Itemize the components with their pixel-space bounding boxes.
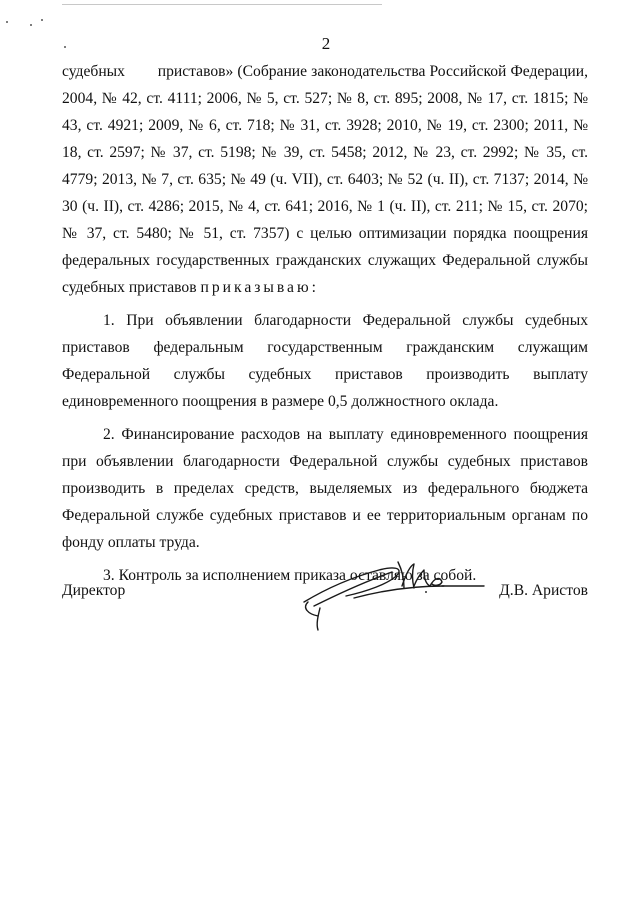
scan-speck bbox=[41, 19, 43, 21]
scan-speck bbox=[6, 21, 8, 23]
signatory-title: Директор bbox=[62, 582, 126, 599]
order-item-2: 2. Финансирование расходов на выплату единовременного поощрения при объявлении благодарности Федеральной службы судебных приставов производить в пределах средств, выделяемых из федерального бюджета Федеральной службе судебных приставов и ее территориальным органам по фонду оплаты труда. bbox=[62, 426, 588, 551]
scan-edge-line bbox=[62, 4, 382, 5]
paragraph-preamble bbox=[62, 58, 588, 301]
preamble-word: приставов» bbox=[157, 63, 234, 80]
signatory-name: Д.В. Аристов bbox=[499, 582, 588, 599]
page-number: 2 bbox=[321, 34, 331, 53]
preamble-word: судебных bbox=[62, 63, 125, 80]
order-item-3: 3. Контроль за исполнением приказа оставляю за собой. bbox=[103, 567, 477, 584]
document-body bbox=[62, 58, 588, 589]
order-item-1: 1. При объявлении благодарности Федеральной службы судебных приставов федеральным государственным гражданским служащим Федеральной службы судебных приставов производить выплату единовременного поощрения в размере 0,5 должностного оклада. bbox=[62, 312, 588, 410]
preamble-text: (Собрание законодательства Российской Федерации, 2004, № 42, ст. 4111; 2006, № 5, ст. 527; № 8, ст. 895; 2008, № 17, ст. 1815; № 43, ст. 4921; 2009, № 6, ст. 718; № 31, ст. 3928; 2010, № 19, ст. 2300; 2011, № 18, ст. 2597; № 37, ст. 5198; № 39, ст. 5458; 2012, № 23, ст. 2992; № 35, ст. 4779; 2013, № 7, ст. 635; № 49 (ч. VII), ст. 6403; № 52 (ч. II), ст. 7137; 2014, № 30 (ч. II), ст. 4286; 2015, № 4, ст. 641; 2016, № 1 (ч. II), ст. 211; № 15, ст. 2070; № 37, ст. 5480; № 51, ст. 7357) с целью оптимизации порядка поощрения федеральных государственных гражданских служащих Федеральной службы судебных приставов bbox=[62, 63, 589, 296]
scan-speck bbox=[30, 24, 32, 26]
signature-block bbox=[62, 578, 588, 638]
handwritten-signature bbox=[294, 556, 490, 636]
order-word: приказываю: bbox=[200, 279, 319, 296]
